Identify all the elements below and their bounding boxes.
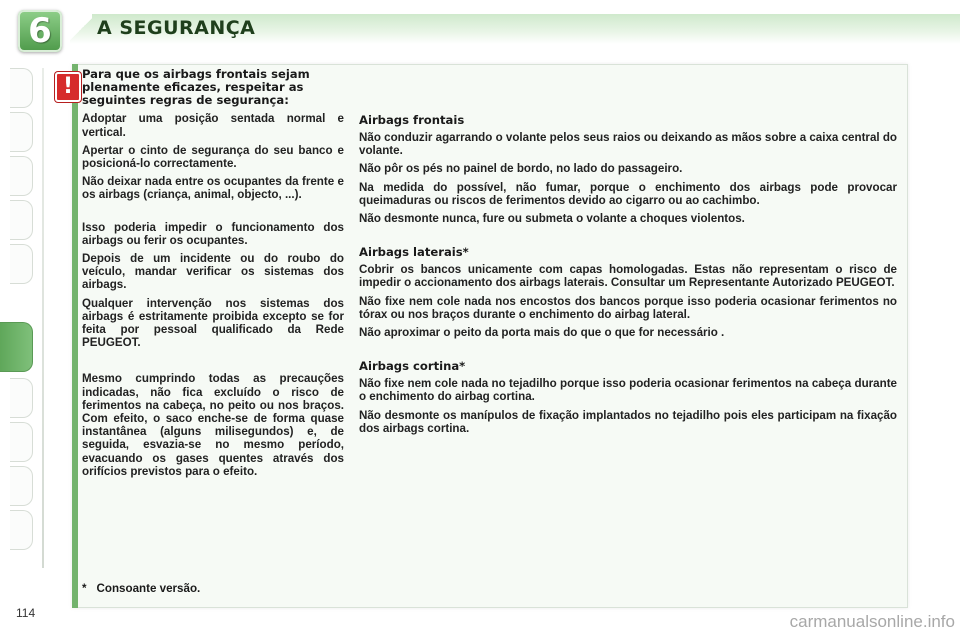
paragraph: Na medida do possível, não fumar, porque o enchimento dos airbags pode provocar queimaduras ou riscos de ferimentos devido ao cigarro ou ao cachimbo. [359,180,897,207]
chapter-number-badge: 6 [18,10,62,52]
chapter-tab[interactable] [10,200,33,240]
paragraph: Não pôr os pés no painel de bordo, no lado do passageiro. [359,162,683,176]
paragraph: Cobrir os bancos unicamente com capas homologadas. Estas não representam o risco de impedir o accionamento dos airbags laterais. Consultar um Representante Autorizado PEUGEOT. [359,263,897,290]
paragraph: Qualquer intervenção nos sistemas dos airbags é estritamente proibida excepto se for feita por pessoal qualificado da Rede PEUGEOT. [82,296,344,350]
chapter-tab[interactable] [10,510,33,550]
paragraph: Apertar o cinto de segurança do seu banco e posicioná-lo correctamente. [82,143,344,170]
paragraph: Mesmo cumprindo todas as precauções indicadas, não fica excluído o risco de ferimentos na cabeça, no peito ou nos braços. Com efeito, o saco enche-se de forma quase instantânea (alguns milisegundos) e, de seguida, esvazia-se no mesmo período, evacuando os gases quentes através dos orifícios previstos para o efeito. [82,372,344,478]
paragraph: Não fixe nem cole nada no tejadilho porque isso poderia ocasionar ferimentos na cabeça durante o enchimento do airbag cortina. [359,377,897,404]
paragraph: Isso poderia impedir o funcionamento dos airbags ou ferir os ocupantes. [82,220,344,247]
chapter-tab[interactable] [10,112,33,152]
left-column [82,68,344,483]
chapter-tab[interactable] [10,68,33,108]
page-header [0,0,960,60]
paragraph: Não fixe nem cole nada nos encostos dos bancos porque isso poderia ocasionar ferimentos no tórax ou nos braços durante o enchimento do airbag lateral. [359,294,897,321]
side-divider [42,68,44,568]
chapter-title: A SEGURANÇA [97,17,256,39]
section-lead: Para que os airbags frontais sejam plenamente eficazes, respeitar as seguintes regras de segurança: [82,67,310,107]
paragraph: Não desmonte os manípulos de fixação implantados no tejadilho pois eles participam na fixação dos airbags cortina. [359,408,897,435]
chapter-tab[interactable] [10,422,33,462]
footnote-star: * [82,582,87,595]
chapter-tab-active[interactable] [0,322,33,372]
paragraph: Não conduzir agarrando o volante pelos seus raios ou deixando as mãos sobre a caixa central do volante. [359,131,897,158]
chapter-tab[interactable] [10,378,33,418]
chapter-tab[interactable] [10,466,33,506]
footnote-text: Consoante versão. [96,582,201,595]
paragraph: Não deixar nada entre os ocupantes da frente e os airbags (criança, animal, objecto, ...). [82,175,344,202]
page-number: 114 [16,606,36,620]
watermark: carmanualsonline.info [789,612,955,631]
section-title-frontal: Airbags frontais [359,113,465,127]
section-title-curtain: Airbags cortina* [359,359,466,374]
paragraph: Adoptar uma posição sentada normal e vertical. [82,112,344,139]
right-column [359,113,897,440]
chapter-tab[interactable] [10,156,33,196]
chapter-tabs [0,60,40,580]
warning-icon: ! [55,72,81,102]
chapter-tab[interactable] [10,244,33,284]
footnote [82,582,482,596]
panel-accent-strip [72,64,78,608]
paragraph: Não desmonte nunca, fure ou submeta o volante a choques violentos. [359,212,745,226]
section-title-lateral: Airbags laterais* [359,245,469,260]
paragraph: Depois de um incidente ou do roubo do veículo, mandar verificar os sistemas dos airbags. [82,252,344,292]
paragraph: Não aproximar o peito da porta mais do que o que for necessário . [359,326,725,340]
